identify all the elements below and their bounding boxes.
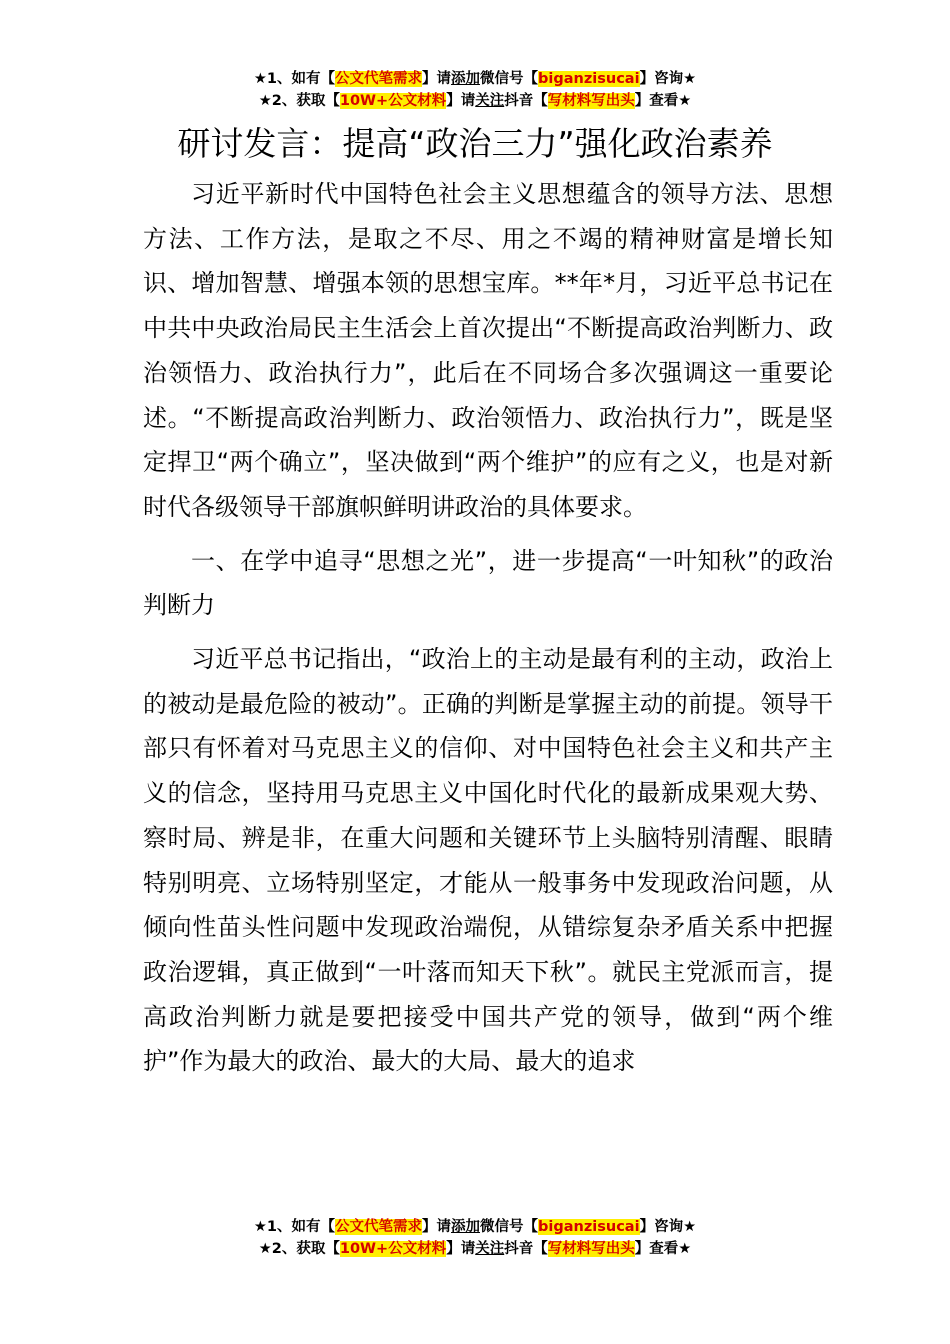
banner-highlight: 公文代笔需求 xyxy=(335,71,423,87)
banner-line-2 xyxy=(0,1238,950,1260)
banner-text: ★2、获取【 xyxy=(258,93,340,109)
banner-text: 】请 xyxy=(422,71,452,87)
banner-text: ★1、如有【 xyxy=(253,1219,336,1235)
banner-highlight: 写材料写出头 xyxy=(547,1241,635,1257)
banner-highlight: 公文代笔需求 xyxy=(335,1219,423,1235)
banner-text: 】查看★ xyxy=(634,93,692,109)
banner-highlight: 写材料写出头 xyxy=(547,93,635,109)
banner-text: ★1、如有【 xyxy=(253,71,336,87)
banner-highlight: biganzisucai xyxy=(538,1219,640,1235)
paragraph: 习近平总书记指出，“政治上的主动是最有利的主动，政治上的被动是最危险的被动”。正确的判断是掌握主动的前提。领导干部只有怀着对马克思主义的信仰、对中国特色社会主义和共产主义的信念，坚持用马克思主义中国化时代化的最新成果观大势、察时局、辨是非，在重大问题和关键环节上头脑特别清醒、眼睛特别明亮、立场特别坚定，才能从一般事务中发现政治问题，从倾向性苗头性问题中发现政治端倪，从错综复杂矛盾关系中把握政治逻辑，真正做到“一叶落而知天下秋”。就民主党派而言，提高政治判断力就是要把接受中国共产党的领导，做到“两个维护”作为最大的政治、最大的大局、最大的追求 xyxy=(143,645,833,1076)
banner-highlight: 10W+公文材料 xyxy=(339,93,447,109)
banner-text: 】查看★ xyxy=(634,1241,692,1257)
header-banner xyxy=(0,68,950,112)
banner-text: 】咨询★ xyxy=(639,1219,697,1235)
section-heading: 一、在学中追寻“思想之光”，进一步提高“一叶知秋”的政治判断力 xyxy=(143,546,833,620)
banner-underlined: 关注 xyxy=(475,1241,505,1257)
banner-line-1 xyxy=(0,1216,950,1238)
banner-underlined: 添加 xyxy=(451,1219,481,1235)
banner-text: 微信号【 xyxy=(480,1219,539,1235)
document-title: 研讨发言：提高“政治三力”强化政治素养 xyxy=(177,124,773,163)
banner-text: 】请 xyxy=(446,93,476,109)
banner-underlined: 添加 xyxy=(451,71,481,87)
banner-text: 】请 xyxy=(422,1219,452,1235)
document-body xyxy=(143,172,833,1084)
banner-text: 抖音【 xyxy=(504,1241,548,1257)
banner-text: 抖音【 xyxy=(504,93,548,109)
banner-highlight: biganzisucai xyxy=(538,71,640,87)
banner-text: 微信号【 xyxy=(480,71,539,87)
footer-banner xyxy=(0,1216,950,1260)
paragraph: 习近平新时代中国特色社会主义思想蕴含的领导方法、思想方法、工作方法，是取之不尽、用之不竭的精神财富是增长知识、增加智慧、增强本领的思想宝库。**年*月，习近平总书记在中共中央政治局民主生活会上首次提出“不断提高政治判断力、政治领悟力、政治执行力”，此后在不同场合多次强调这一重要论述。“不断提高政治判断力、政治领悟力、政治执行力”，既是坚定捍卫“两个确立”，坚决做到“两个维护”的应有之义，也是对新时代各级领导干部旗帜鲜明讲政治的具体要求。 xyxy=(143,180,833,521)
banner-underlined: 关注 xyxy=(475,93,505,109)
banner-highlight: 10W+公文材料 xyxy=(339,1241,447,1257)
banner-text: 】请 xyxy=(446,1241,476,1257)
banner-line-1 xyxy=(0,68,950,90)
banner-line-2 xyxy=(0,90,950,112)
banner-text: ★2、获取【 xyxy=(258,1241,340,1257)
banner-text: 】咨询★ xyxy=(639,71,697,87)
